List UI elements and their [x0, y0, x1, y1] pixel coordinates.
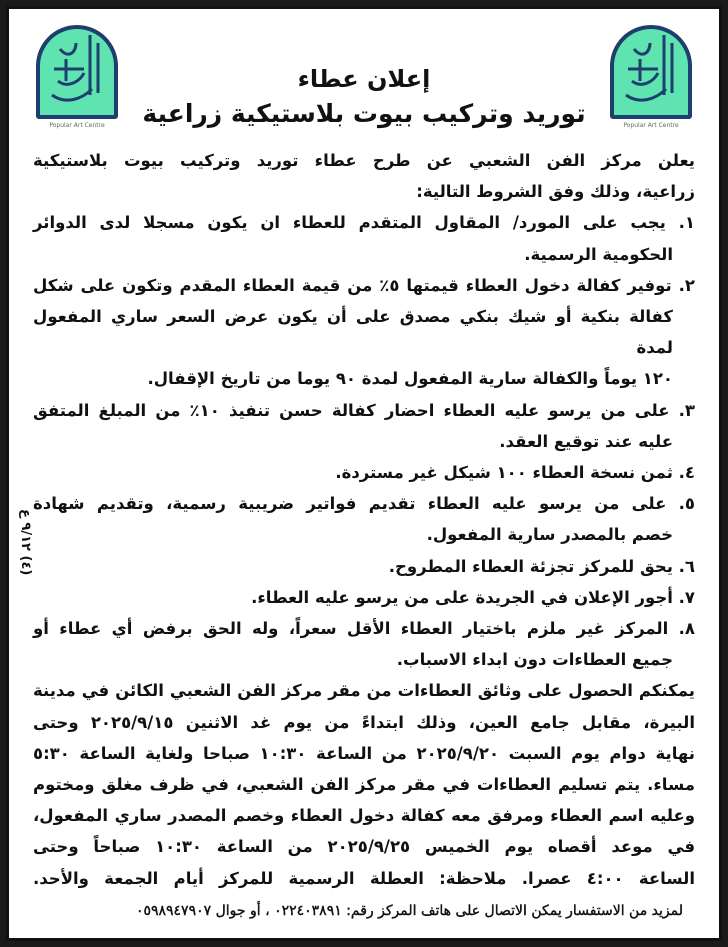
condition-line: ١٢٠ يوماً والكفالة سارية المفعول لمدة ٩٠ يوما من تاريخ الإقفال. [147, 369, 673, 389]
paragraph-line: البيرة، مقابل جامع العين، وذلك ابتداءً من يوم غد الاثنين ٢٠٢٥/٩/١٥ وحتى [33, 712, 695, 732]
condition-line: ٧. أجور الإعلان في الجريدة على من يرسو عليه العطاء. [251, 587, 695, 607]
condition-line: ٨. المركز غير ملزم باختيار العطاء الأقل سعراً، وله الحق برفض أي عطاء أو [33, 619, 695, 639]
contact-line: لمزيد من الاستفسار يمكن الاتصال على هاتف المركز رقم: ٠٢٢٤٠٣٨٩١ ، أو جوال ٠٥٩٨٩٤٧٩٠٧ [135, 902, 683, 919]
condition-line: ٣. على من يرسو عليه العطاء احضار كفالة حسن تنفيذ ١٠٪ من المبلغ المتفق [33, 400, 695, 420]
logo-caption: Popular Art Centre [49, 122, 105, 129]
logo-arch-icon [610, 25, 692, 119]
advertisement-body [33, 145, 695, 928]
paragraph-line: نهاية دوام يوم السبت ٢٠٢٥/٩/٢٠ من الساعة ١٠:٣٠ صباحا ولغاية الساعة ٥:٣٠ [33, 743, 695, 763]
logo-right [605, 25, 697, 129]
page-title: إعلان عطاء [297, 65, 431, 93]
logo-caption: Popular Art Centre [623, 122, 679, 129]
logo-arch-icon [36, 25, 118, 119]
condition-line: جميع العطاءات دون ابداء الاسباب. [396, 650, 673, 670]
paragraph-line: مساء. يتم تسليم العطاءات في مقر مركز الفن الشعبي، في ظرف مغلق ومختوم [33, 775, 695, 795]
intro-line: يعلن مركز الفن الشعبي عن طرح عطاء توريد وتركيب بيوت بلاستيكية [33, 151, 695, 170]
publication-stamp: (٤) ٩/١٢ ع [18, 509, 33, 576]
paragraph-line: وعليه اسم العطاء ومرفق معه كفالة دخول العطاء وخصم المصدر ساري المفعول، [33, 806, 695, 826]
condition-line: ١. يجب على المورد/ المقاول المتقدم للعطاء ان يكون مسجلا لدى الدوائر [33, 213, 695, 233]
paragraph-line: يمكنكم الحصول على وثائق العطاءات من مقر مركز الفن الشعبي الكائن في مدينة [33, 681, 695, 701]
condition-line: كفالة بنكية أو شيك بنكي مصدق على أن يكون عرض السعر ساري المفعول لمدة [33, 307, 673, 358]
condition-line: عليه عند توقيع العقد. [499, 431, 673, 451]
condition-line: ٢. توفير كفالة دخول العطاء قيمتها ٥٪ من قيمة العطاء المقدم وتكون على شكل [33, 275, 695, 295]
page-subtitle: توريد وتركيب بيوت بلاستيكية زراعية [142, 99, 586, 128]
paragraph-line: في موعد أقصاه يوم الخميس ٢٠٢٥/٩/٢٥ من الساعة ١٠:٣٠ صباحاً وحتى [33, 837, 696, 857]
condition-line: ٤. ثمن نسخة العطاء ١٠٠ شيكل غير مستردة. [335, 463, 695, 483]
condition-line: ٦. يحق للمركز تجزئة العطاء المطروح. [388, 556, 695, 576]
paragraph-line: الساعة ٤:٠٠ عصرا. ملاحظة: العطلة الرسمية للمركز أيام الجمعة والأحد. [33, 868, 696, 888]
logo-left [31, 25, 123, 129]
advertisement-frame [6, 6, 722, 941]
condition-line: الحكومية الرسمية. [524, 244, 673, 264]
condition-line: ٥. على من يرسو عليه العطاء تقديم فواتير ضريبية رسمية، وتقديم شهادة [33, 494, 695, 514]
intro-line: زراعية، وذلك وفق الشروط التالية: [416, 182, 695, 202]
condition-line: خصم بالمصدر سارية المفعول. [426, 525, 673, 545]
